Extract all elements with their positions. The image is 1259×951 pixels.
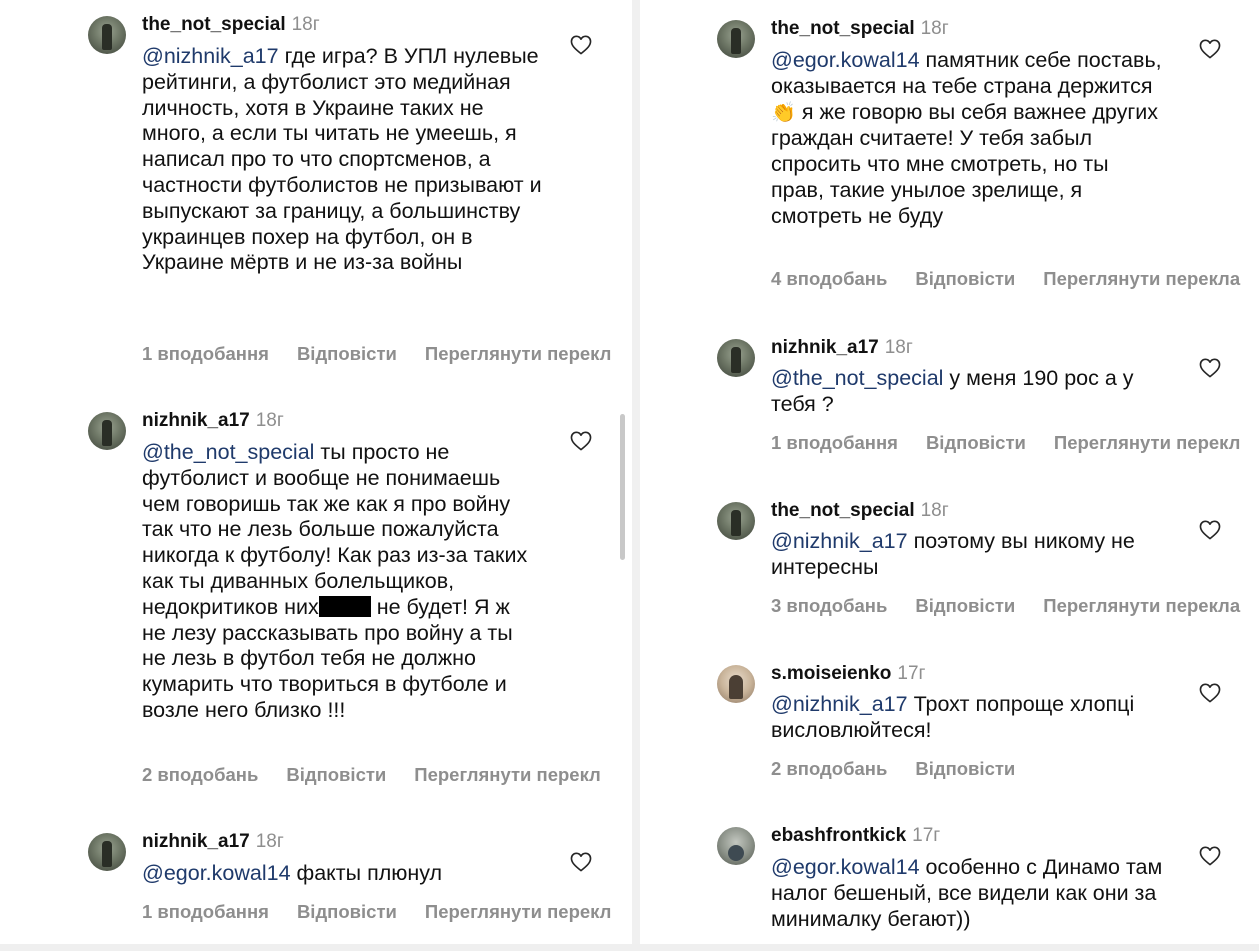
timestamp: 17г <box>912 825 941 846</box>
comment-text: @egor.kowal14 памятник себе поставь, оказывается на тебе страна держится 👏 я же говорю вы себя важнее других граждан считаете! У тебя забыл спросить что мне смотреть, но ты прав, такие унылое зрелище, я смотреть не буду <box>771 48 1162 228</box>
comment-text: @egor.kowal14 факты плюнул <box>142 861 443 885</box>
see-translation-button[interactable]: Переглянути перекла <box>1043 595 1241 616</box>
see-translation-button[interactable]: Переглянути перекл <box>424 901 612 922</box>
username[interactable]: the_not_special <box>771 18 915 39</box>
comment-header <box>771 18 949 40</box>
comment-header <box>142 410 284 432</box>
likes-count[interactable]: 2 вподобань <box>771 758 888 779</box>
timestamp: 18г <box>255 831 284 852</box>
comment-actions <box>771 268 1259 290</box>
comments-column-left <box>0 0 632 944</box>
mention-link[interactable]: @egor.kowal14 <box>142 861 291 885</box>
avatar[interactable] <box>88 412 126 450</box>
likes-count[interactable]: 1 вподобання <box>142 343 269 364</box>
comment-actions <box>771 758 1043 780</box>
mention-link[interactable]: @nizhnik_a17 <box>771 529 908 553</box>
reply-button[interactable]: Відповісти <box>286 764 387 785</box>
see-translation-button[interactable]: Переглянути перекл <box>1053 432 1241 453</box>
mention-link[interactable]: @the_not_special <box>142 440 315 464</box>
avatar[interactable] <box>88 833 126 871</box>
comment-text: @nizhnik_a17 поэтому вы никому не интересны <box>771 529 1135 579</box>
comment-text: @egor.kowal14 особенно с Динамо там налог бешеный, все видели как они за минималку бегают)) <box>771 855 1163 931</box>
comment-text: @nizhnik_a17 Трохт попроще хлопці висловлюйтеся! <box>771 692 1135 742</box>
username[interactable]: s.moiseienko <box>771 663 892 684</box>
likes-count[interactable]: 2 вподобань <box>142 764 259 785</box>
redacted-block <box>319 596 371 617</box>
see-translation-button[interactable]: Переглянути перекла <box>1043 268 1241 289</box>
avatar[interactable] <box>717 502 755 540</box>
avatar[interactable] <box>717 339 755 377</box>
username[interactable]: nizhnik_a17 <box>142 831 250 852</box>
heart-icon[interactable] <box>570 431 592 451</box>
username[interactable]: the_not_special <box>771 500 915 521</box>
heart-icon[interactable] <box>1199 520 1221 540</box>
timestamp: 18г <box>255 410 284 431</box>
avatar[interactable] <box>717 827 755 865</box>
comment-header <box>142 14 320 36</box>
comment-header <box>771 663 925 685</box>
mention-link[interactable]: @egor.kowal14 <box>771 855 920 879</box>
comment-header <box>771 500 949 522</box>
comment-text: @nizhnik_a17 где игра? В УПЛ нулевые рейтинги, а футболист это медийная личность, хотя в Украине таких не много, а если ты читать не умеешь, я написал про то что спортсменов, а частности футболистов не призывают и выпускают за границу, а большинству украинцев похер на футбол, он в Украине мёртв и не из-за войны <box>142 44 542 275</box>
heart-icon[interactable] <box>1199 683 1221 703</box>
comment-actions <box>142 343 632 365</box>
avatar[interactable] <box>717 20 755 58</box>
comment-actions <box>771 432 1259 454</box>
timestamp: 18г <box>291 14 320 35</box>
heart-icon[interactable] <box>570 852 592 872</box>
comment-header <box>771 337 913 359</box>
timestamp: 18г <box>920 500 949 521</box>
reply-button[interactable]: Відповісти <box>915 268 1016 289</box>
timestamp: 18г <box>920 18 949 39</box>
reply-button[interactable]: Відповісти <box>915 758 1016 779</box>
timestamp: 18г <box>884 337 913 358</box>
heart-icon[interactable] <box>1199 358 1221 378</box>
username[interactable]: the_not_special <box>142 14 286 35</box>
comment-actions <box>771 595 1259 617</box>
comment-text: @the_not_special у меня 190 рос а у тебя ? <box>771 366 1134 416</box>
clapping-hands-icon: 👏 <box>771 101 796 124</box>
likes-count[interactable]: 3 вподобань <box>771 595 888 616</box>
username[interactable]: nizhnik_a17 <box>142 410 250 431</box>
comment-actions <box>142 901 632 923</box>
comment-header <box>771 825 940 847</box>
avatar[interactable] <box>88 16 126 54</box>
mention-link[interactable]: @nizhnik_a17 <box>771 692 908 716</box>
likes-count[interactable]: 1 вподобання <box>142 901 269 922</box>
comments-column-right <box>640 0 1259 944</box>
see-translation-button[interactable]: Переглянути перекл <box>414 764 601 785</box>
reply-button[interactable]: Відповісти <box>296 343 397 364</box>
comment-header <box>142 831 284 853</box>
comment-text: @the_not_special ты просто не футболист и вообще не понимаешь чем говоришь так же как я про войну так что не лезь больше пожалуйста никогда к футболу! Как раз из-за таких как ты диванных болельщиков, недокритиков них не будет! Я ж не лезу рассказывать про войну а ты не лезь в футбол тебя не должно кумарить что твориться в футболе и возле него близко !!! <box>142 440 528 722</box>
comment-actions <box>142 764 629 786</box>
likes-count[interactable]: 1 вподобання <box>771 432 898 453</box>
column-divider <box>632 0 640 951</box>
see-translation-button[interactable]: Переглянути перекл <box>424 343 612 364</box>
scrollbar[interactable] <box>620 414 625 560</box>
heart-icon[interactable] <box>1199 846 1221 866</box>
mention-link[interactable]: @the_not_special <box>771 366 944 390</box>
bottom-edge <box>0 944 1259 951</box>
username[interactable]: ebashfrontkick <box>771 825 907 846</box>
avatar[interactable] <box>717 665 755 703</box>
heart-icon[interactable] <box>570 35 592 55</box>
mention-link[interactable]: @nizhnik_a17 <box>142 44 279 68</box>
reply-button[interactable]: Відповісти <box>925 432 1026 453</box>
reply-button[interactable]: Відповісти <box>915 595 1016 616</box>
likes-count[interactable]: 4 вподобань <box>771 268 888 289</box>
heart-icon[interactable] <box>1199 39 1221 59</box>
timestamp: 17г <box>897 663 926 684</box>
reply-button[interactable]: Відповісти <box>296 901 397 922</box>
username[interactable]: nizhnik_a17 <box>771 337 879 358</box>
mention-link[interactable]: @egor.kowal14 <box>771 48 920 72</box>
